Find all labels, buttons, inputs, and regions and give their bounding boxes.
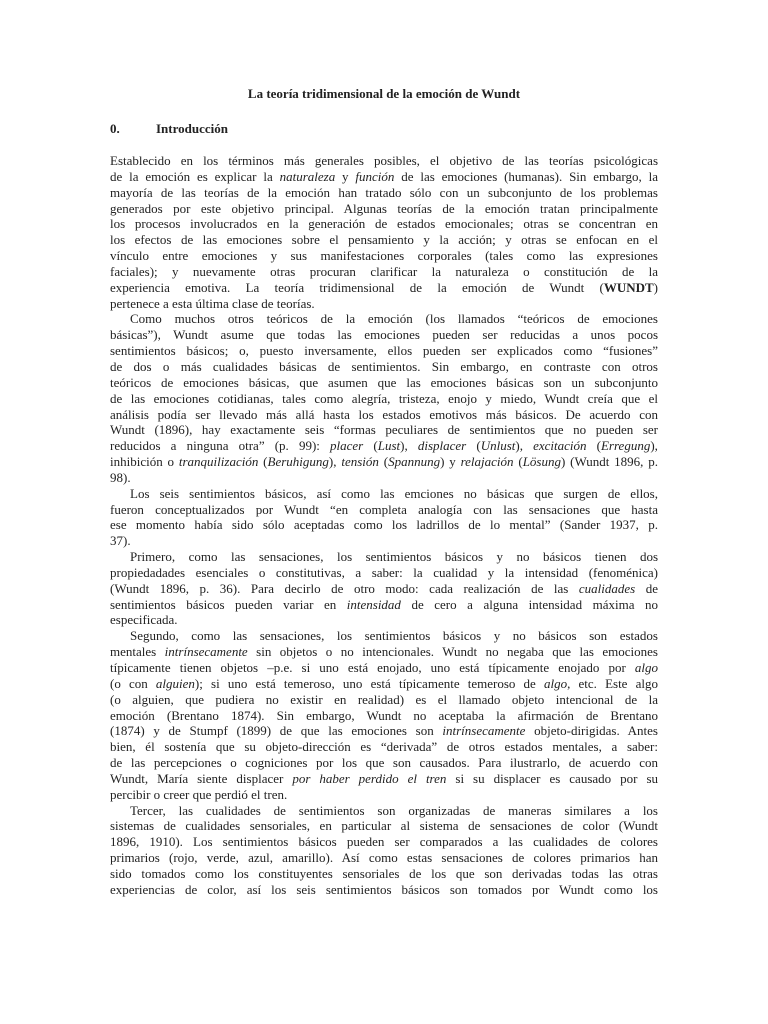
body-line: Como muchos otros teóricos de la emoción (los llamados “teóricos de emociones bbox=[130, 311, 658, 327]
section-heading bbox=[110, 121, 228, 137]
body-line: de las percepciones o cogniciones por los que son causados. Para ilustrarlo, de acuerdo con bbox=[110, 755, 658, 771]
body-line: sido tomados como los constituyentes sensoriales de los que son derivadas todas las otras bbox=[110, 865, 658, 881]
body-line: pertenece a esta última clase de teorías. bbox=[110, 295, 315, 311]
body-line: generados por este objetivo principal. Algunas teorías de la emoción tratan principalmente bbox=[110, 200, 658, 216]
body-line: análisis podía ser llevado más allá hasta los estados emotivos más básicos. De acuerdo con bbox=[110, 406, 658, 422]
body-line: (1874) y de Stumpf (1899) de que las emociones son intrínsecamente objeto-dirigidas. Antes bbox=[110, 723, 658, 739]
body-line: típicamente tienen objetos –p.e. si uno está enojado, uno está típicamente enojado por algo bbox=[110, 660, 658, 675]
body-line: (o con alguien); si uno está temeroso, uno está típicamente temeroso de algo, etc. Este algo bbox=[110, 675, 658, 691]
body-line: reducidos a ninguna otra” (p. 99): placer (Lust), displacer (Unlust), excitación (Erregung), bbox=[110, 438, 658, 454]
body-line: especificada. bbox=[110, 612, 178, 628]
body-line: teóricos de emociones básicas, que asumen que las emociones básicas son un subconjunto bbox=[110, 374, 658, 390]
body-line: sentimientos básicos pueden variar en intensidad de cero a alguna intensidad máxima no bbox=[110, 596, 659, 612]
body-line: experiencia emotiva. La teoría tridimensional de la emoción de Wundt (WUNDT) bbox=[110, 279, 658, 295]
body-line: faciales); y nuevamente otras procuran clarificar la naturaleza o constitución de la bbox=[110, 263, 658, 279]
body-line: inhibición o tranquilización (Beruhigung), tensión (Spannung) y relajación (Lösung) (Wundt 1896, p. bbox=[110, 454, 658, 470]
body-line: Establecido en los términos más generales posibles, el objetivo de las teorías psicológicas bbox=[110, 153, 658, 168]
body-line: mayoría de las teorías de la emoción han tratado sólo con un subconjunto de los problemas bbox=[110, 184, 658, 200]
section-number: 0. bbox=[110, 121, 120, 136]
body-line: (o alguien, que pudiera no existir en realidad) es el llamado objeto intencional de la bbox=[110, 691, 658, 707]
body-line: Los seis sentimientos básicos, así como las emciones no básicas que surgen de ellos, bbox=[130, 485, 658, 501]
body-line: 98). bbox=[110, 469, 131, 485]
body-line: básicas”), Wundt asume que todas las emociones pueden ser reducidas a unos pocos bbox=[110, 327, 658, 343]
body-line: 1896, 1910). Los sentimientos básicos pueden ser comparados a las cualidades de colores bbox=[110, 834, 658, 850]
body-line: primarios (rojo, verde, azul, amarillo). Así como estas sensaciones de colores primarios han bbox=[110, 850, 658, 866]
body-line: percibir o creer que perdió el tren. bbox=[110, 786, 288, 802]
body-line: Wundt (1896), hay exactamente seis “formas peculiares de sentimientos que no pueden ser bbox=[110, 422, 658, 438]
section-label: Introducción bbox=[156, 121, 228, 136]
body-line: los efectos de las emociones sobre el pensamiento y la acción; y otras se enfocan en el bbox=[110, 232, 658, 248]
body-line: ese momento había sido sólo aceptadas como los ladrillos de lo mental” (Sander 1937, p. bbox=[110, 517, 658, 533]
body-line: Tercer, las cualidades de sentimientos son organizadas de maneras similares a los bbox=[130, 802, 658, 818]
body-line: de dos o más cualidades básicas de sentimientos. Sin embargo, en contraste con otros bbox=[110, 358, 658, 374]
body-line: Primero, como las sensaciones, los sentimientos básicos y no básicos tienen dos bbox=[130, 549, 658, 565]
body-line: fueron conceptualizados por Wundt “en completa analogía con las sensaciones que hasta bbox=[110, 501, 658, 517]
page-title: La teoría tridimensional de la emoción de Wundt bbox=[247, 86, 521, 101]
body-line: bien, él sostenía que su objeto-dirección es “derivada” de otros estados mentales, a saber: bbox=[110, 739, 658, 755]
body-line: de las emociones cotidianas, tales como alegría, tristeza, enojo y miedo, Wundt creía que el bbox=[110, 390, 658, 406]
body-line: propiedadades esenciales o constitutivas, a saber: la cualidad y la intensidad (fenoménica) bbox=[110, 564, 658, 580]
body-line: Wundt, María siente displacer por haber perdido el tren si su displacer es causado por su bbox=[110, 770, 658, 786]
body-line: mentales intrínsecamente sin objetos o no intencionales. Wundt no negaba que las emociones bbox=[110, 644, 658, 660]
body-line: los procesos involucrados en la generación de estados emocionales; otras se concentran en bbox=[110, 216, 658, 232]
body-line: experiencias de color, así los seis sentimientos básicos son tomados por Wundt como los bbox=[110, 881, 658, 897]
body-text bbox=[110, 153, 658, 898]
body-line: sistemas de cualidades sensoriales, en particular al sistema de sensaciones de color (Wundt bbox=[110, 818, 658, 834]
body-line: 37). bbox=[110, 533, 131, 549]
body-line: Segundo, como las sensaciones, los sentimientos básicos y no básicos son estados bbox=[130, 628, 658, 644]
body-line: emoción (Brentano 1874). Sin embargo, Wundt no aceptaba la afirmación de Brentano bbox=[110, 707, 658, 723]
body-line: (Wundt 1896, p. 36). Para decirlo de otro modo: cada realización de las cualidades de bbox=[110, 580, 658, 596]
body-line: de la emoción es explicar la naturaleza y función de las emociones (humanas). Sin embargo, la bbox=[110, 168, 658, 184]
body-line: sentimientos básicos; o, puesto inversamente, ellos pueden ser explicados como “fusiones” bbox=[110, 343, 658, 359]
body-line: vínculo entre emociones y sus manifestaciones corporales (tales como las expresiones bbox=[110, 248, 658, 264]
